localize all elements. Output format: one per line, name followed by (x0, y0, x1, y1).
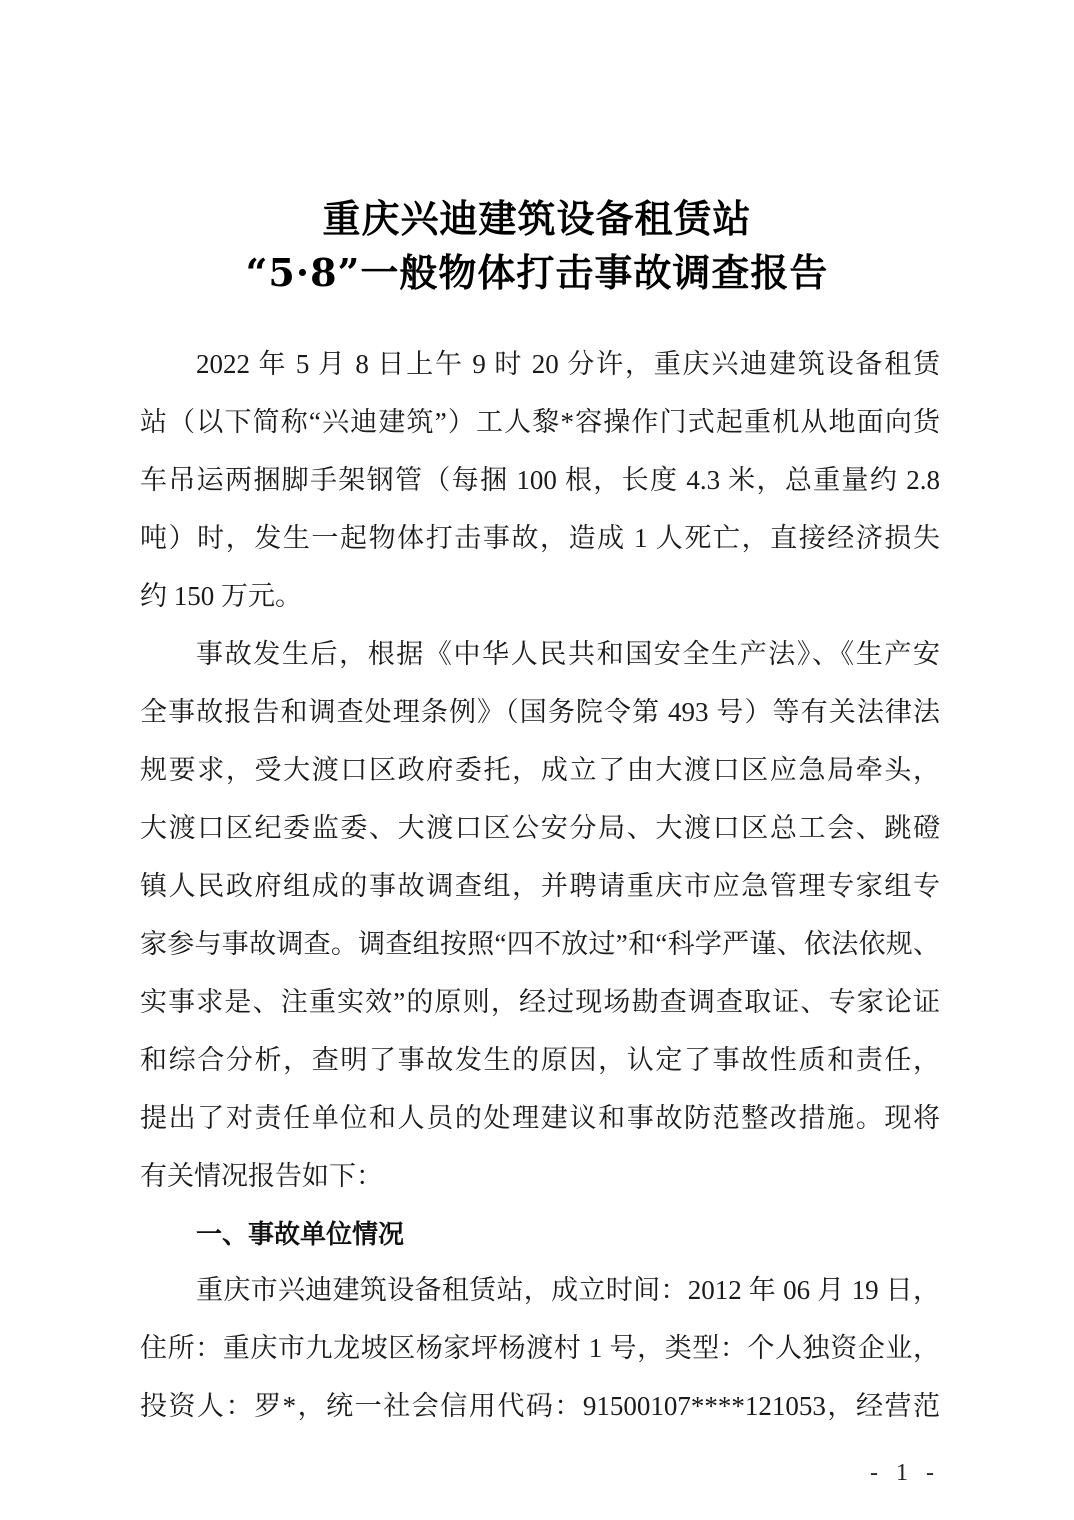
document-title-line1: 重庆兴迪建筑设备租赁站 (322, 196, 752, 241)
document-title-line2: “5·8”一般物体打击事故调查报告 (245, 250, 829, 295)
paragraph2-line: 规要求，受大渡口区政府委托，成立了由大渡口区应急局牵头， (140, 755, 940, 785)
paragraph2-line: 提出了对责任单位和人员的处理建议和事故防范整改措施。现将 (140, 1103, 940, 1133)
paragraph1-line: 2022 年 5 月 8 日上午 9 时 20 分许，重庆兴迪建筑设备租赁 (196, 349, 940, 379)
paragraph3-line: 重庆市兴迪建筑设备租赁站，成立时间：2012 年 06 月 19 日， (196, 1275, 940, 1305)
paragraph2-line: 实事求是、注重实效”的原则，经过现场勘查调查取证、专家论证 (140, 987, 940, 1017)
paragraph1-line: 车吊运两捆脚手架钢管（每捆 100 根，长度 4.3 米，总重量约 2.8 (140, 465, 940, 495)
paragraph1-line: 吨）时，发生一起物体打击事故，造成 1 人死亡，直接经济损失 (140, 523, 940, 553)
paragraph2-line: 有关情况报告如下： (140, 1161, 383, 1191)
paragraph1-line: 站（以下简称“兴迪建筑”）工人黎*容操作门式起重机从地面向货 (140, 407, 940, 437)
page-number: - 1 - (870, 1460, 940, 1486)
paragraph2-line: 全事故报告和调查处理条例》（国务院令第 493 号）等有关法律法 (140, 697, 940, 727)
paragraph3-line: 投资人：罗*，统一社会信用代码：91500107****121053，经营范 (140, 1391, 940, 1421)
paragraph2-line: 家参与事故调查。调查组按照“四不放过”和“科学严谨、依法依规、 (140, 929, 940, 959)
paragraph2-line: 大渡口区纪委监委、大渡口区公安分局、大渡口区总工会、跳磴 (140, 813, 940, 843)
section-heading: 一、事故单位情况 (196, 1220, 405, 1250)
paragraph2-line: 和综合分析，查明了事故发生的原因，认定了事故性质和责任， (140, 1045, 940, 1075)
paragraph1-line: 约 150 万元。 (140, 581, 302, 611)
paragraph3-line: 住所：重庆市九龙坡区杨家坪杨渡村 1 号，类型：个人独资企业， (140, 1333, 940, 1363)
paragraph2-line: 事故发生后，根据《中华人民共和国安全生产法》、《生产安 (196, 639, 940, 669)
paragraph2-line: 镇人民政府组成的事故调查组，并聘请重庆市应急管理专家组专 (140, 871, 940, 901)
